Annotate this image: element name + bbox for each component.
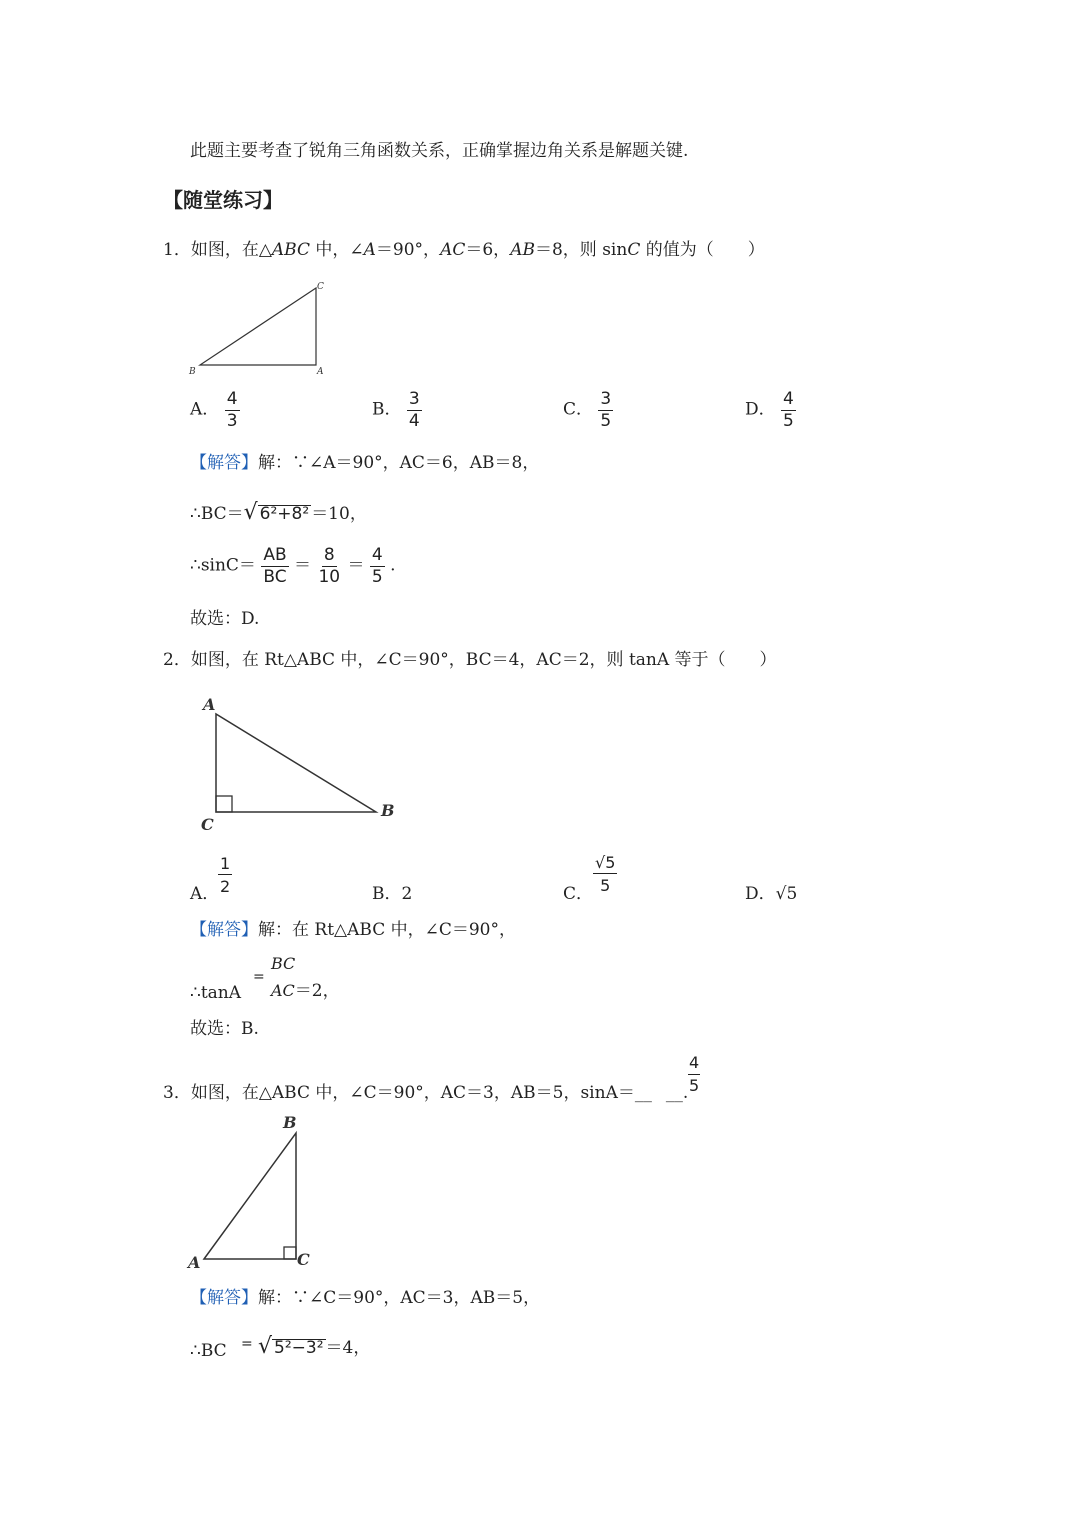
q2-triangle-figure xyxy=(195,690,405,840)
q1-option-a: A． $\frac{4}{3}$ xyxy=(190,389,238,431)
answer-tag: 【解答】 xyxy=(190,920,258,940)
q1-triangle-figure xyxy=(185,278,335,378)
q1-answer-line3: ∴sinC＝ $\frac{AB}{BC}$ ＝ $\frac{8}{10}$ ＝ $\frac{4}{5}$ . xyxy=(190,545,396,587)
q1-option-c: C． $\frac{3}{5}$ xyxy=(563,389,612,431)
q2-label-c: C xyxy=(201,815,214,834)
q3-label-a: A xyxy=(188,1253,201,1272)
q3-answer-line2-expr: √ 5²−3² ＝4， xyxy=(258,1334,371,1359)
intro-text: 此题主要考查了锐角三角函数关系，正确掌握边角关系是解题关键. xyxy=(190,141,689,161)
q1-label-a: A xyxy=(317,367,324,377)
q2-option-b: B．2 xyxy=(372,884,413,904)
q2-option-a-letter: A． xyxy=(190,884,220,904)
q3-triangle-figure xyxy=(185,1110,325,1275)
q3-label-b: B xyxy=(283,1113,297,1132)
section-title: 【随堂练习】 xyxy=(163,188,283,212)
q2-option-c-letter: C． xyxy=(563,884,594,904)
q3-answer-fraction: 4 5 xyxy=(689,1053,700,1095)
q3-answer-line2-eq: = xyxy=(241,1336,253,1352)
q2-option-c-fraction: √5 5 xyxy=(595,853,616,895)
q1-triangle xyxy=(200,288,316,365)
q1-label-c: C xyxy=(317,282,324,292)
q3-answer-line1: 【解答】解：∵∠C＝90°，AC＝3，AB＝5， xyxy=(190,1288,541,1308)
q3-right-angle-mark xyxy=(284,1247,296,1259)
q1-answer-line2: ∴BC＝√ 6²+8² ＝10， xyxy=(190,500,367,525)
q3-stem: 3．如图，在△ABC 中，∠C＝90°，AC＝3，AB＝5，sinA＝__ __. xyxy=(163,1083,689,1103)
q3-answer-line2-pre: ∴BC xyxy=(190,1341,227,1361)
q3-triangle xyxy=(204,1133,296,1259)
q2-answer-line2-den: AC＝2， xyxy=(271,981,340,1001)
q2-answer-line1: 【解答】解：在 Rt△ABC 中，∠C＝90°， xyxy=(190,920,516,940)
q2-label-a: A xyxy=(203,695,216,714)
answer-tag: 【解答】 xyxy=(190,1288,258,1308)
q2-answer-line2-pre: ∴tanA xyxy=(190,983,242,1003)
q2-option-a-fraction: 1 2 xyxy=(220,854,231,896)
q2-triangle xyxy=(216,714,376,812)
q2-option-d: D．√5 xyxy=(745,884,798,904)
q1-option-d: D． $\frac{4}{5}$ xyxy=(745,389,794,431)
q1-answer-line1: 【解答】解：∵∠A＝90°，AC＝6，AB＝8， xyxy=(190,453,540,473)
q2-label-b: B xyxy=(381,801,395,820)
answer-tag: 【解答】 xyxy=(190,453,258,473)
q2-answer-line2-num: BC xyxy=(271,954,296,973)
q2-answer-line2-eq: = xyxy=(253,969,265,985)
q1-choice: 故选：D. xyxy=(190,609,260,629)
q3-label-c: C xyxy=(297,1250,310,1269)
q1-option-b: B． $\frac{3}{4}$ xyxy=(372,389,420,431)
q1-stem: 1．如图，在△ABC 中，∠A＝90°，AC＝6，AB＝8，则 sinC 的值为（ ） xyxy=(163,240,765,260)
q2-right-angle-mark xyxy=(216,796,232,812)
q2-stem: 2．如图，在 Rt△ABC 中，∠C＝90°，BC＝4，AC＝2，则 tanA 等于（ ） xyxy=(163,650,777,670)
q2-choice: 故选：B. xyxy=(190,1019,259,1039)
q1-label-b: B xyxy=(189,367,196,377)
